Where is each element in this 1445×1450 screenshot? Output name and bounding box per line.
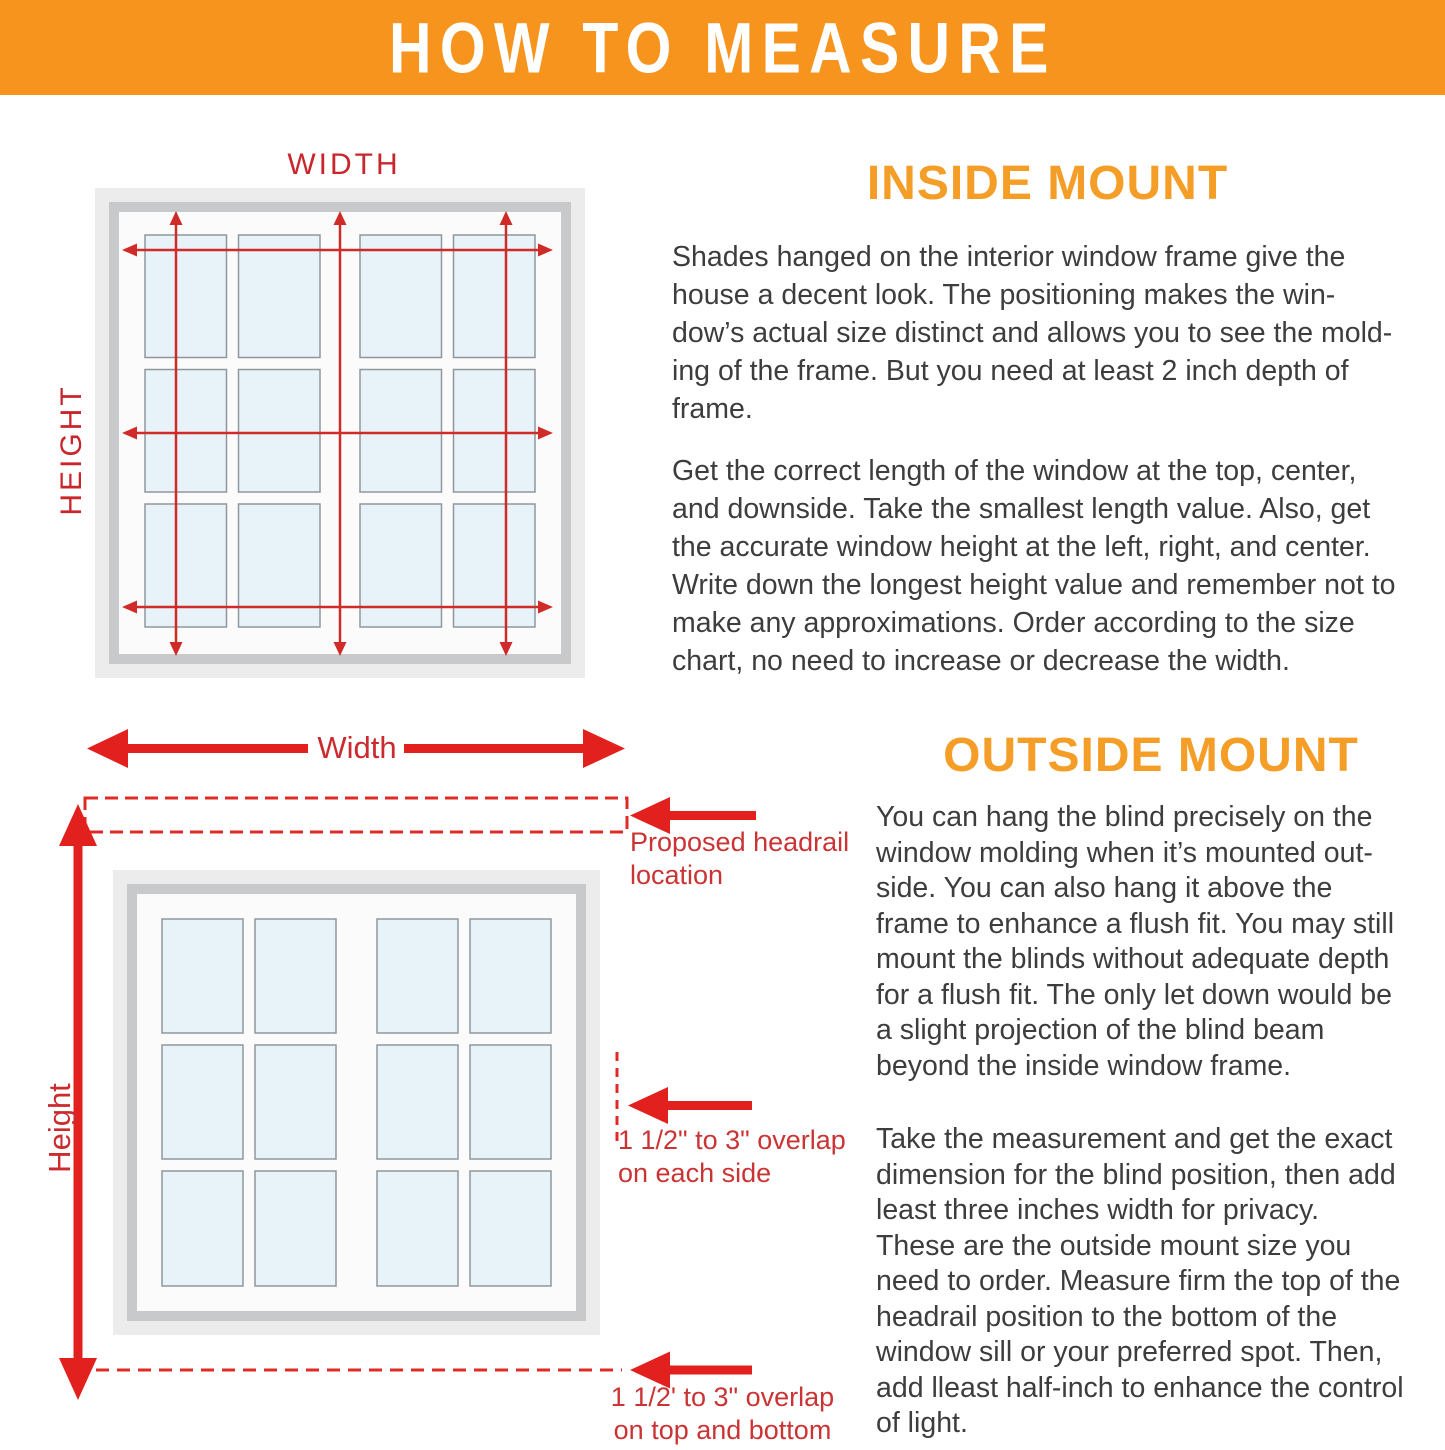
- bottom-overlap-note: [590, 1381, 855, 1447]
- text-line: house a decent look. The positioning makes the win-: [672, 279, 1336, 311]
- text-line: mount the blinds without adequate depth: [876, 943, 1390, 975]
- text-line: dow’s actual size distinct and allows you to see the mold-: [672, 317, 1393, 349]
- outside-mount-paragraph-2: [876, 1122, 1404, 1442]
- height-dimension-label: HEIGHT: [55, 384, 88, 516]
- text-line: frame to enhance a flush fit. You may still: [876, 907, 1395, 940]
- height-dimension-label: Height: [42, 1083, 77, 1173]
- note-line: on each side: [618, 1158, 772, 1188]
- text-line: You can hang the blind precisely on the: [876, 801, 1373, 833]
- inside-mount-window-illustration: [30, 140, 650, 700]
- text-line: add lleast half-inch to enhance the control: [876, 1371, 1404, 1404]
- outside-mount-heading: OUTSIDE MOUNT: [943, 729, 1359, 782]
- note-line: on top and bottom: [613, 1415, 832, 1445]
- proposed-headrail-box: [85, 798, 627, 832]
- text-line: of light.: [876, 1407, 968, 1439]
- text-line: headrail position to the bottom of the: [876, 1300, 1338, 1333]
- text-line: need to order. Measure firm the top of the: [876, 1265, 1401, 1297]
- text-line: Write down the longest height value and remember not to: [672, 569, 1396, 601]
- text-line: side. You can also hang it above the: [876, 872, 1333, 904]
- inside-mount-diagram: [30, 140, 650, 700]
- inside-mount-paragraph-2: [672, 452, 1395, 680]
- outside-mount-window-illustration: [30, 700, 830, 1445]
- width-dimension-label: Width: [317, 730, 397, 765]
- banner: [0, 0, 1445, 95]
- page-title: HOW TO MEASURE: [388, 7, 1057, 88]
- text-line: Get the correct length of the window at the top, center,: [672, 455, 1357, 487]
- width-dimension-label: WIDTH: [287, 148, 401, 181]
- text-line: dimension for the blind position, then add: [876, 1158, 1396, 1191]
- text-line: beyond the inside window frame.: [876, 1049, 1292, 1082]
- side-overlap-note: [618, 1124, 846, 1190]
- note-line: location: [630, 860, 724, 890]
- text-line: chart, no need to increase or decrease the width.: [672, 645, 1290, 677]
- note-line: Proposed headrail: [630, 827, 850, 857]
- text-line: the accurate window height at the left, right, and center.: [672, 531, 1371, 563]
- headrail-note: [630, 826, 849, 892]
- text-line: Take the measurement and get the exact: [876, 1123, 1393, 1155]
- outside-mount-paragraph-1: [876, 800, 1394, 1084]
- text-line: window molding when it’s mounted out-: [876, 836, 1373, 869]
- width-arrow-right-icon: [583, 729, 625, 768]
- text-line: make any approximations. Order according to the size: [672, 607, 1355, 639]
- note-line: 1 1/2" to 3" overlap: [618, 1125, 846, 1155]
- width-arrow-left-icon: [87, 729, 128, 768]
- text-line: frame.: [672, 393, 753, 425]
- note-line: 1 1/2' to 3" overlap: [610, 1382, 835, 1412]
- text-line: for a flush fit. The only let down would be: [876, 978, 1392, 1011]
- text-line: These are the outside mount size you: [876, 1229, 1352, 1262]
- text-line: window sill or your preferred spot. Then,: [876, 1336, 1383, 1368]
- side-overlap-arrow-icon: [628, 1087, 752, 1124]
- text-line: least three inches width for privacy.: [876, 1194, 1320, 1226]
- inside-mount-heading: INSIDE MOUNT: [866, 157, 1229, 210]
- text-line: and downside. Take the smallest length value. Also, get: [672, 493, 1371, 525]
- inside-mount-paragraph-1: [672, 238, 1392, 428]
- outside-mount-diagram: [30, 700, 850, 1445]
- text-line: ing of the frame. But you need at least 2 inch depth of: [672, 355, 1349, 387]
- text-line: Shades hanged on the interior window frame give the: [672, 241, 1346, 273]
- text-line: a slight projection of the blind beam: [876, 1014, 1325, 1046]
